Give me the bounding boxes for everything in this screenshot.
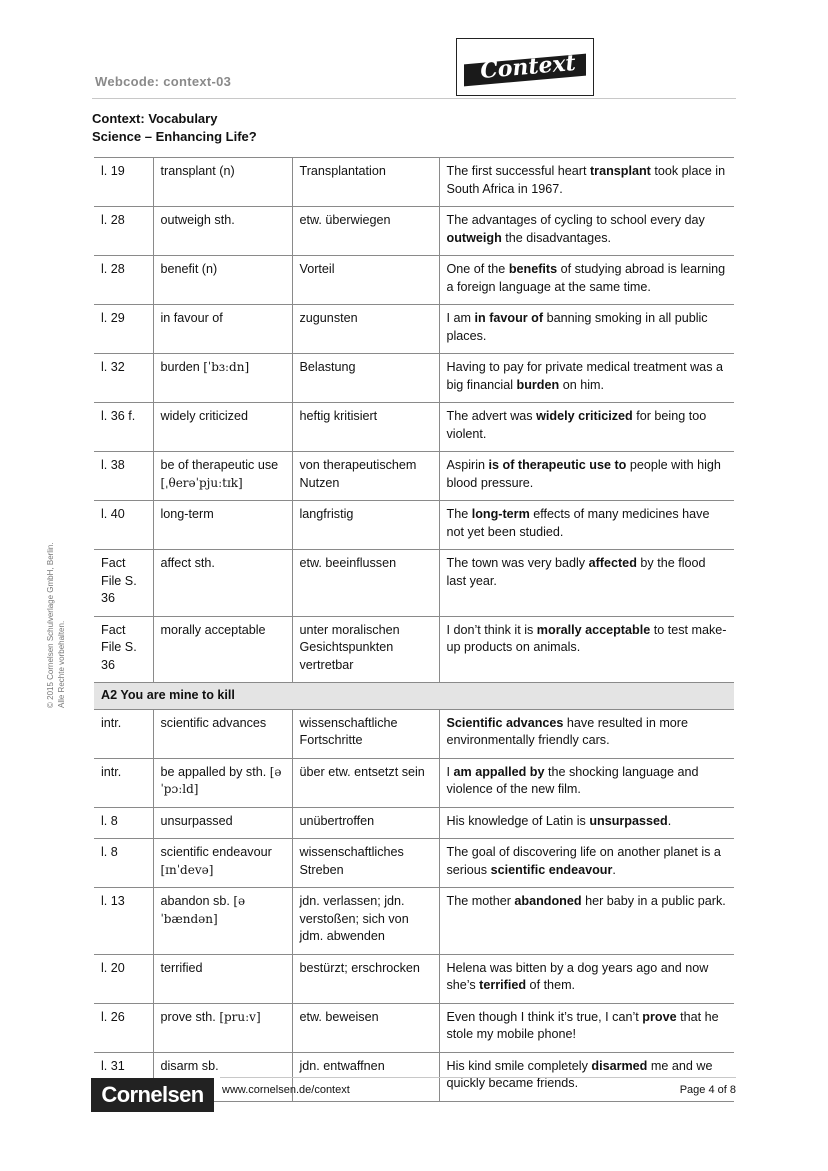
footer-divider xyxy=(220,1077,736,1078)
example-text: . xyxy=(667,813,672,828)
example-keyword: abandoned xyxy=(514,894,582,908)
example-keyword: burden xyxy=(516,377,560,392)
vocab-term xyxy=(153,158,292,207)
footer-url-link[interactable]: www.cornelsen.de/context xyxy=(222,1084,350,1096)
term-text: in favour of xyxy=(160,311,223,325)
cornelsen-logo: Cornelsen xyxy=(91,1078,214,1112)
vocab-term xyxy=(153,305,292,354)
vocabulary-table xyxy=(94,157,734,1102)
example-sentence xyxy=(439,1003,734,1052)
example-keyword: long-term xyxy=(471,507,530,521)
german-translation: über etw. entsetzt sein xyxy=(292,758,439,807)
term-text: be of therapeutic use xyxy=(160,458,279,472)
term-text: transplant (n) xyxy=(160,164,235,178)
vocab-term xyxy=(153,616,292,683)
vocab-row xyxy=(94,305,734,354)
copyright-note xyxy=(45,542,67,708)
german-translation: jdn. verlassen; jdn. verstoßen; sich von jdm. abwenden xyxy=(292,888,439,955)
example-sentence xyxy=(439,839,734,888)
example-keyword: disarmed xyxy=(591,1058,648,1073)
example-text: the disadvantages. xyxy=(501,230,611,245)
vocab-row xyxy=(94,888,734,955)
example-text: The advert was xyxy=(446,409,537,423)
vocab-row xyxy=(94,207,734,256)
term-text: prove sth. xyxy=(160,1009,216,1024)
line-reference: l. 19 xyxy=(94,158,153,207)
vocab-term xyxy=(153,888,292,955)
section-heading: A2 You are mine to kill xyxy=(94,683,734,710)
german-translation: wissenschaftliche Fortschritte xyxy=(292,709,439,758)
example-sentence xyxy=(439,888,734,955)
example-text: One of the xyxy=(446,262,509,276)
vocab-row xyxy=(94,403,734,452)
german-translation: wissenschaftliches Streben xyxy=(292,839,439,888)
example-keyword: scientific endeavour xyxy=(490,862,613,877)
example-sentence xyxy=(439,550,734,617)
example-text: have resulted in more environmentally friendly cars. xyxy=(446,715,689,747)
page-title xyxy=(92,110,257,146)
term-text: outweigh sth. xyxy=(160,213,235,227)
term-text: morally acceptable xyxy=(160,622,266,637)
example-sentence xyxy=(439,403,734,452)
vocabulary-table-body xyxy=(94,158,734,1102)
example-keyword: outweigh xyxy=(446,230,502,245)
vocab-row xyxy=(94,954,734,1003)
example-sentence xyxy=(439,758,734,807)
term-text: disarm sb. xyxy=(160,1058,219,1073)
german-translation: zugunsten xyxy=(292,305,439,354)
term-text: unsurpassed xyxy=(160,813,233,828)
line-reference: Fact File S. 36 xyxy=(94,550,153,617)
german-translation: etw. beweisen xyxy=(292,1003,439,1052)
vocab-term xyxy=(153,403,292,452)
example-sentence xyxy=(439,256,734,305)
copyright-line-2: Alle Rechte vorbehalten. xyxy=(57,620,66,708)
example-text: Aspirin xyxy=(446,458,489,472)
example-keyword: benefits xyxy=(508,262,558,276)
example-keyword: prove xyxy=(642,1009,677,1024)
example-text: His knowledge of Latin is xyxy=(446,813,590,828)
example-text: by the flood last year. xyxy=(446,556,706,588)
german-translation: langfristig xyxy=(292,501,439,550)
line-reference: l. 8 xyxy=(94,839,153,888)
line-reference: l. 40 xyxy=(94,501,153,550)
line-reference: l. 26 xyxy=(94,1003,153,1052)
term-text: scientific advances xyxy=(160,715,267,730)
webcode-label: Webcode: context-03 xyxy=(95,74,232,89)
vocab-term xyxy=(153,256,292,305)
title-line-1: Context: Vocabulary xyxy=(92,111,218,126)
example-keyword: unsurpassed xyxy=(589,813,668,828)
german-translation: Belastung xyxy=(292,354,439,403)
example-text: banning smoking in all public places. xyxy=(446,311,708,343)
line-reference: l. 31 xyxy=(94,1052,153,1101)
vocab-row xyxy=(94,807,734,839)
example-keyword: morally acceptable xyxy=(536,622,651,637)
vocab-term xyxy=(153,709,292,758)
german-translation: Transplantation xyxy=(292,158,439,207)
vocab-term xyxy=(153,807,292,839)
example-text: . xyxy=(612,862,616,877)
term-text: benefit (n) xyxy=(160,262,218,276)
vocab-term xyxy=(153,954,292,1003)
example-text: of them. xyxy=(526,978,576,992)
example-sentence xyxy=(439,616,734,683)
example-text: me and we quickly became friends. xyxy=(446,1058,713,1090)
line-reference: l. 29 xyxy=(94,305,153,354)
german-translation: von therapeutischem Nutzen xyxy=(292,452,439,501)
german-translation: unter moralischen Gesichtspunkten vertretbar xyxy=(292,616,439,683)
example-sentence xyxy=(439,501,734,550)
example-text: I xyxy=(446,764,454,779)
line-reference: l. 20 xyxy=(94,954,153,1003)
example-keyword: affected xyxy=(588,556,637,570)
page-number: Page 4 of 8 xyxy=(679,1084,736,1096)
example-text: Having to pay for private medical treatment was a big financial xyxy=(446,360,723,392)
vocab-row xyxy=(94,616,734,683)
vocab-row xyxy=(94,709,734,758)
german-translation: unübertroffen xyxy=(292,807,439,839)
example-text: His kind smile completely xyxy=(446,1058,592,1073)
example-text: Helena was bitten by a dog years ago and now she’s xyxy=(446,960,709,992)
example-text: I am xyxy=(446,311,475,325)
example-text: people with high blood pressure. xyxy=(446,458,721,490)
vocab-term xyxy=(153,207,292,256)
term-text: burden xyxy=(160,360,200,374)
line-reference: l. 28 xyxy=(94,256,153,305)
example-sentence xyxy=(439,452,734,501)
example-text: took place in South Africa in 1967. xyxy=(446,164,726,196)
term-text: abandon sb. xyxy=(160,894,230,908)
line-reference: intr. xyxy=(94,758,153,807)
header-divider xyxy=(92,98,736,99)
example-text: for being too violent. xyxy=(446,409,707,441)
vocab-row xyxy=(94,452,734,501)
vocab-term xyxy=(153,758,292,807)
term-pronunciation: [ˌθerəˈpjuːtɪk] xyxy=(160,475,243,490)
german-translation: etw. beeinflussen xyxy=(292,550,439,617)
example-sentence xyxy=(439,354,734,403)
example-text: The town was very badly xyxy=(446,556,589,570)
term-pronunciation: [əˈbændən] xyxy=(160,894,246,926)
vocab-term xyxy=(153,1003,292,1052)
example-sentence xyxy=(439,807,734,839)
vocab-row xyxy=(94,501,734,550)
example-keyword: transplant xyxy=(589,164,651,178)
term-pronunciation: [ɪnˈdevə] xyxy=(160,862,214,877)
german-translation: Vorteil xyxy=(292,256,439,305)
example-text: on him. xyxy=(559,377,605,392)
vocab-row xyxy=(94,758,734,807)
example-text: that he stole my mobile phone! xyxy=(446,1009,719,1041)
line-reference: l. 36 f. xyxy=(94,403,153,452)
vocab-row xyxy=(94,354,734,403)
line-reference: l. 32 xyxy=(94,354,153,403)
line-reference: l. 8 xyxy=(94,807,153,839)
german-translation: bestürzt; erschrocken xyxy=(292,954,439,1003)
term-text: long-term xyxy=(160,507,214,521)
example-keyword: Scientific advances xyxy=(446,715,564,730)
copyright-line-1: © 2015 Cornelsen Schulverlage GmbH, Berlin. xyxy=(46,542,55,708)
example-text: The advantages of cycling to school every day xyxy=(446,213,705,227)
section-heading-row xyxy=(94,683,734,710)
german-translation: jdn. entwaffnen xyxy=(292,1052,439,1101)
line-reference: Fact File S. 36 xyxy=(94,616,153,683)
example-text: of studying abroad is learning a foreign language at the same time. xyxy=(446,262,726,294)
example-sentence xyxy=(439,709,734,758)
example-keyword: widely criticized xyxy=(536,409,633,423)
context-logo xyxy=(456,38,594,96)
term-pronunciation: [ˈbɜːdn] xyxy=(203,360,250,374)
line-reference: l. 28 xyxy=(94,207,153,256)
title-line-2: Science – Enhancing Life? xyxy=(92,129,257,144)
example-text: effects of many medicines have not yet been studied. xyxy=(446,507,710,539)
example-text: The first successful heart xyxy=(446,164,590,178)
example-text: to test make-up products on animals. xyxy=(446,622,727,654)
vocab-term xyxy=(153,501,292,550)
term-text: scientific endeavour xyxy=(160,845,272,859)
line-reference: intr. xyxy=(94,709,153,758)
term-text: affect sth. xyxy=(160,556,215,570)
example-text: Even though I think it’s true, I can’t xyxy=(446,1009,643,1024)
vocab-term xyxy=(153,452,292,501)
term-pronunciation: [pruːv] xyxy=(219,1009,261,1024)
example-keyword: am appalled by xyxy=(453,764,545,779)
example-text: The xyxy=(446,507,472,521)
example-sentence xyxy=(439,207,734,256)
german-translation: etw. überwiegen xyxy=(292,207,439,256)
example-text: The mother xyxy=(446,894,515,908)
example-sentence xyxy=(439,305,734,354)
vocab-row xyxy=(94,550,734,617)
term-text: widely criticized xyxy=(160,409,248,423)
line-reference: l. 13 xyxy=(94,888,153,955)
example-text: I don’t think it is xyxy=(446,622,537,637)
line-reference: l. 38 xyxy=(94,452,153,501)
vocab-row xyxy=(94,839,734,888)
example-sentence xyxy=(439,954,734,1003)
example-text: The goal of discovering life on another planet is a serious xyxy=(446,845,721,877)
example-keyword: terrified xyxy=(479,978,527,992)
vocab-term xyxy=(153,839,292,888)
vocab-row xyxy=(94,256,734,305)
example-text: her baby in a public park. xyxy=(581,894,726,908)
example-keyword: in favour of xyxy=(474,311,544,325)
example-sentence xyxy=(439,158,734,207)
german-translation: heftig kritisiert xyxy=(292,403,439,452)
logo-text: Context xyxy=(479,49,577,85)
vocab-term xyxy=(153,354,292,403)
example-keyword: is of therapeutic use to xyxy=(488,458,627,472)
example-text: the shocking language and violence of the new film. xyxy=(446,764,699,796)
term-text: terrified xyxy=(160,960,203,975)
term-pronunciation: [əˈpɔːld] xyxy=(160,764,282,796)
term-text: be appalled by sth. xyxy=(160,764,267,779)
vocab-term xyxy=(153,550,292,617)
vocab-row xyxy=(94,158,734,207)
vocab-row xyxy=(94,1003,734,1052)
